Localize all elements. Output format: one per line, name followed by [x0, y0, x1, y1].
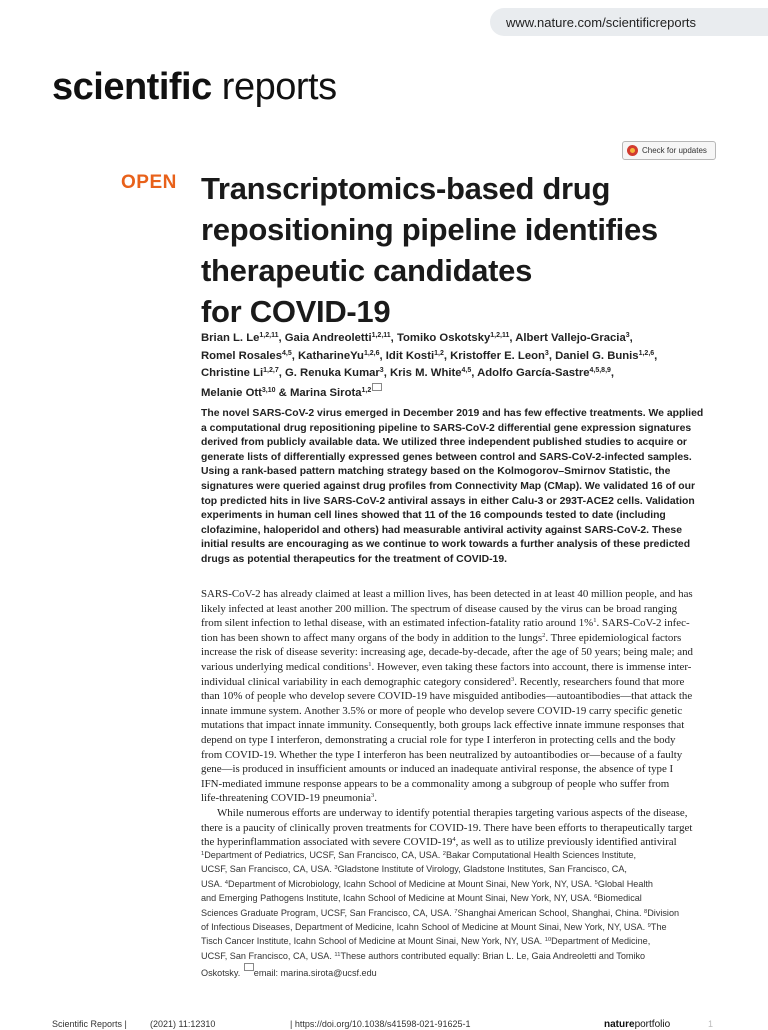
affiliation-superscript: 6: [594, 894, 598, 901]
author-text: , KatharineYu: [291, 349, 364, 362]
author-superscript: 1,2: [434, 349, 444, 357]
affiliation-text: and Emerging Pathogens Institute, Icahn School of Medicine at Mount Sinai, New York, NY, USA.: [201, 893, 595, 904]
body-text: gene—is produced in insufficient amounts or induced an inadequate antiviral response, the absence of type I: [201, 763, 674, 776]
abstract: [201, 407, 721, 568]
affiliation-text: of Infectious Diseases, Department of Medicine, Icahn School of Medicine at Mount Sinai, New York, NY, USA.: [201, 922, 648, 933]
affiliation-text: Sciences Graduate Program, UCSF, San Francisco, CA, USA.: [201, 907, 455, 918]
body-line: [201, 587, 715, 602]
journal-name-bold: scientific: [52, 66, 212, 108]
body-line: [201, 704, 715, 719]
publisher-bold: nature: [604, 1019, 635, 1030]
footer-doi-link[interactable]: | https://doi.org/10.1038/s41598-021-91625-1: [290, 1019, 471, 1029]
author-superscript: 3,10: [261, 386, 276, 394]
title-line: repositioning pipeline identifies: [201, 212, 658, 247]
author-text: Melanie Ott: [201, 386, 262, 399]
author-text: , Idit Kosti: [379, 349, 435, 362]
body-line: [201, 645, 715, 660]
abstract-line: initial results are encouraging as we continue to work towards a further analysis of these predicted: [201, 539, 691, 551]
author-text: ,: [654, 349, 658, 362]
author-line: [201, 330, 721, 348]
author-superscript: 4,5: [282, 349, 292, 357]
affiliation-line: [201, 906, 717, 920]
abstract-line: clofazimine, haloperidol and others) had measurable antiviral activity against SARS-CoV-2. These: [201, 524, 682, 536]
author-text: , Gaia Andreoletti: [278, 332, 372, 344]
author-line: [201, 348, 721, 366]
affiliation-text: Shanghai American School, Shanghai, China.: [457, 907, 644, 918]
title-line: therapeutic candidates: [201, 253, 533, 288]
affiliation-text: UCSF, San Francisco, CA, USA.: [201, 864, 335, 875]
affiliation-text: Tisch Cancer Institute, Icahn School of Medicine at Mount Sinai, New York, NY, USA.: [201, 936, 545, 947]
body-text: SARS-CoV-2 has already claimed at least a million lives, has been detected in at least 40 million people, and has: [201, 588, 693, 600]
author-text: , Albert Vallejo-Gracia: [509, 332, 626, 344]
body-line: [201, 616, 715, 631]
body-superscript: 4: [452, 836, 456, 844]
abstract-line: top predicted hits in live SARS-CoV-2 antiviral assays in either Calu-3 or 293T-ACE2 cells. Validation: [201, 495, 695, 507]
author-superscript: 3: [625, 332, 630, 339]
body-line: [201, 791, 715, 806]
affiliation-line: [201, 949, 717, 963]
article-title: [201, 168, 721, 332]
author-list: [201, 330, 721, 402]
affiliation-superscript: 1: [201, 851, 205, 857]
author-text: , Kristoffer E. Leon: [443, 349, 545, 362]
check-for-updates-button[interactable]: [622, 141, 716, 160]
affiliation-line: [201, 891, 717, 905]
author-line: [201, 365, 721, 383]
body-line: [201, 718, 715, 733]
abstract-line: a computational drug repositioning pipeline to SARS-CoV-2 differential gene expression signatures: [201, 422, 692, 434]
abstract-line: experiments in human cell lines showed that 11 of the 16 compounds tested to date (including: [201, 510, 666, 522]
page-number: 1: [708, 1019, 714, 1029]
affiliation-superscript: 4: [224, 879, 228, 886]
affiliation-superscript: 8: [644, 908, 648, 915]
author-superscript: 1,2,11: [259, 332, 279, 339]
body-text: the hyperinflammation associated with severe COVID-19: [201, 836, 453, 849]
affiliation-text: Oskotsky.: [201, 968, 243, 979]
corresponding-email-icon[interactable]: [372, 383, 382, 391]
affiliation-line: [201, 934, 717, 948]
body-line: [201, 689, 715, 704]
title-line: Transcriptomics-based drug: [201, 171, 611, 206]
author-text: , Daniel G. Bunis: [548, 349, 639, 362]
body-line: [201, 602, 715, 617]
body-text: mutations that impact innate immunity. Consequently, both groups lack effective innate immune responses that: [201, 719, 685, 732]
journal-url-bar[interactable]: [490, 8, 768, 36]
affiliation-text: Department of Pediatrics, UCSF, San Francisco, CA, USA.: [204, 850, 443, 860]
title-line: for COVID-19: [201, 294, 391, 329]
abstract-line: generate lists of differentially expressed genes between control and SARS-CoV-2-infected samples.: [201, 451, 692, 463]
affiliation-text: These authors contributed equally: Brian L. Le, Gaia Andreoletti and Tomiko: [340, 950, 646, 961]
author-superscript: 3: [379, 367, 384, 374]
author-text: ,: [610, 367, 615, 379]
body-text: from COVID-19. Whether the type I interferon has been neutralized by autoantibodies or—because of a faulty: [201, 748, 683, 761]
body-line: [201, 762, 715, 777]
footer-year-volume: (2021) 11:12310: [150, 1019, 216, 1029]
body-text: . SARS-CoV-2 infec-: [596, 617, 690, 630]
body-line: [201, 748, 715, 763]
affiliation-line: [201, 920, 717, 934]
open-access-label: OPEN: [121, 172, 177, 193]
journal-url[interactable]: www.nature.com/scientificreports: [506, 14, 697, 30]
abstract-line: signatures were queried against drug profiles from Connectivity Map (CMap). We validated 16 of our: [201, 480, 696, 492]
affiliation-text: email: marina.sirota@ucsf.edu: [253, 968, 377, 979]
affiliation-superscript: 7: [454, 908, 458, 915]
affiliation-line: [201, 848, 717, 862]
affiliation-superscript: 5: [594, 879, 598, 886]
affiliation-text: Bakar Computational Health Sciences Institute,: [446, 850, 637, 860]
footer-journal: Scientific Reports |: [52, 1019, 127, 1029]
author-superscript: 3: [544, 349, 549, 357]
author-superscript: 1,2,6: [638, 349, 655, 357]
body-text: there is a paucity of clinically proven treatments for COVID-19. There have been efforts to therapeutically target: [201, 821, 693, 834]
body-text: , as well as to utilize previously identified antiviral: [455, 836, 677, 849]
affiliation-line: [201, 963, 717, 980]
author-superscript: 1,2: [361, 386, 372, 394]
author-text: , Kris M. White: [383, 367, 462, 379]
body-text: tion has been shown to affect many organs of the body in addition to the lungs: [201, 631, 543, 644]
body-text: IFN-mediated immune response appears to be a commonality among a subgroup of people who suffer from: [201, 777, 670, 790]
body-line: [201, 777, 715, 792]
body-line: [201, 821, 715, 836]
body-line: [201, 733, 715, 748]
author-line: [201, 383, 721, 403]
body-superscript: 3: [510, 675, 515, 683]
body-text: While numerous efforts are underway to identify potential therapies targeting various aspects of the disease,: [217, 806, 688, 819]
body-text: than 10% of people who develop severe COVID-19 have misguided antibodies—autoantibodies—that attack the: [201, 690, 693, 703]
body-superscript: 1: [368, 660, 372, 668]
body-superscript: 3: [370, 792, 375, 800]
author-superscript: 1,2,6: [363, 349, 380, 357]
author-text: Brian L. Le: [201, 332, 260, 344]
body-text: life-threatening COVID-19 pneumonia: [201, 792, 371, 805]
author-superscript: 4,5,8,9: [589, 367, 611, 374]
affiliation-superscript: 2: [442, 851, 447, 857]
article-body: [201, 587, 715, 850]
body-text: innate immune system. Another 3.5% or more of people who develop severe COVID-19 carry specific genetic: [201, 704, 683, 717]
body-text: . Recently, researchers found that more: [514, 675, 685, 688]
author-text: , G. Renuka Kumar: [278, 367, 380, 379]
affiliation-superscript: 3: [334, 865, 338, 872]
body-line: [201, 675, 715, 690]
journal-masthead: [52, 66, 337, 109]
author-superscript: 1,2,11: [371, 332, 391, 339]
body-superscript: 1: [593, 617, 597, 625]
body-text: depend on type I interferon, demonstrating a crucial role for type I interferon in protecting cells and the body: [201, 733, 676, 746]
author-text: Christine Li: [201, 367, 264, 379]
affiliation-text: The: [650, 922, 667, 933]
author-superscript: 1,2,7: [263, 367, 279, 374]
affiliation-text: UCSF, San Francisco, CA, USA.: [201, 950, 335, 961]
affiliation-line: [201, 877, 717, 891]
crossmark-icon: [627, 145, 638, 156]
author-text: , Adolfo García-Sastre: [471, 367, 590, 379]
body-line: [201, 806, 715, 821]
affiliation-line: [201, 862, 717, 876]
author-superscript: 4,5: [461, 367, 472, 374]
abstract-line: drugs as potential therapeutics for the treatment of COVID-19.: [201, 553, 507, 565]
affiliation-text: Department of Microbiology, Icahn School of Medicine at Mount Sinai, New York, NY, USA.: [228, 878, 595, 889]
body-text: from silent infection to lethal disease, with an estimated infection-fatality ratio around 1%: [201, 617, 594, 630]
author-text: Romel Rosales: [201, 349, 282, 362]
body-line: [201, 660, 715, 675]
check-for-updates-label: Check for updates: [642, 146, 707, 155]
body-text: increase the risk of disease severity: increasing age, decade-by-decade, after the age of 50 years; being male; and: [201, 646, 693, 659]
author-text: , Tomiko Oskotsky: [390, 332, 491, 344]
body-line: [201, 631, 715, 646]
affiliation-text: Gladstone Institute of Virology, Gladstone Institutes, San Francisco, CA,: [337, 864, 627, 875]
author-superscript: 1,2,11: [490, 332, 510, 339]
publisher-logo: [604, 1019, 670, 1030]
author-text: ,: [629, 332, 633, 344]
affiliation-text: Global Health: [597, 878, 653, 889]
author-text: & Marina Sirota: [275, 386, 362, 399]
body-text: .: [374, 792, 377, 805]
abstract-line: Using a rank-based pattern matching strategy based on the Kolmogorov–Smirnov Statistic, the: [201, 466, 671, 478]
body-text: various underlying medical conditions: [201, 660, 369, 673]
journal-name-regular: reports: [221, 66, 337, 108]
publisher-regular: portfolio: [634, 1019, 671, 1030]
affiliations: [201, 848, 717, 981]
body-text: individual clinical variability in each demographic category considered: [201, 675, 511, 688]
body-text: likely infected at least another 200 million. The spectrum of disease caused by the virus can be broad ranging: [201, 602, 678, 615]
affiliation-superscript: 9: [647, 923, 651, 930]
affiliation-superscript: 11: [334, 951, 341, 958]
body-text: . However, even taking these factors into account, there is immense inter-: [371, 660, 692, 673]
email-icon: [244, 963, 254, 971]
affiliation-text: Department of Medicine,: [551, 936, 651, 947]
affiliation-text: Division: [647, 907, 680, 918]
abstract-line: derived from publicly available data. We utilized three independent published studies to acquire or: [201, 437, 687, 449]
abstract-line: The novel SARS-CoV-2 virus emerged in December 2019 and has few effective treatments. We applied: [201, 408, 704, 419]
affiliation-text: USA.: [201, 878, 225, 889]
body-text: . Three epidemiological factors: [545, 631, 682, 644]
affiliation-text: Biomedical: [597, 893, 642, 904]
affiliation-superscript: 10: [544, 937, 552, 944]
body-superscript: 2: [542, 631, 546, 639]
